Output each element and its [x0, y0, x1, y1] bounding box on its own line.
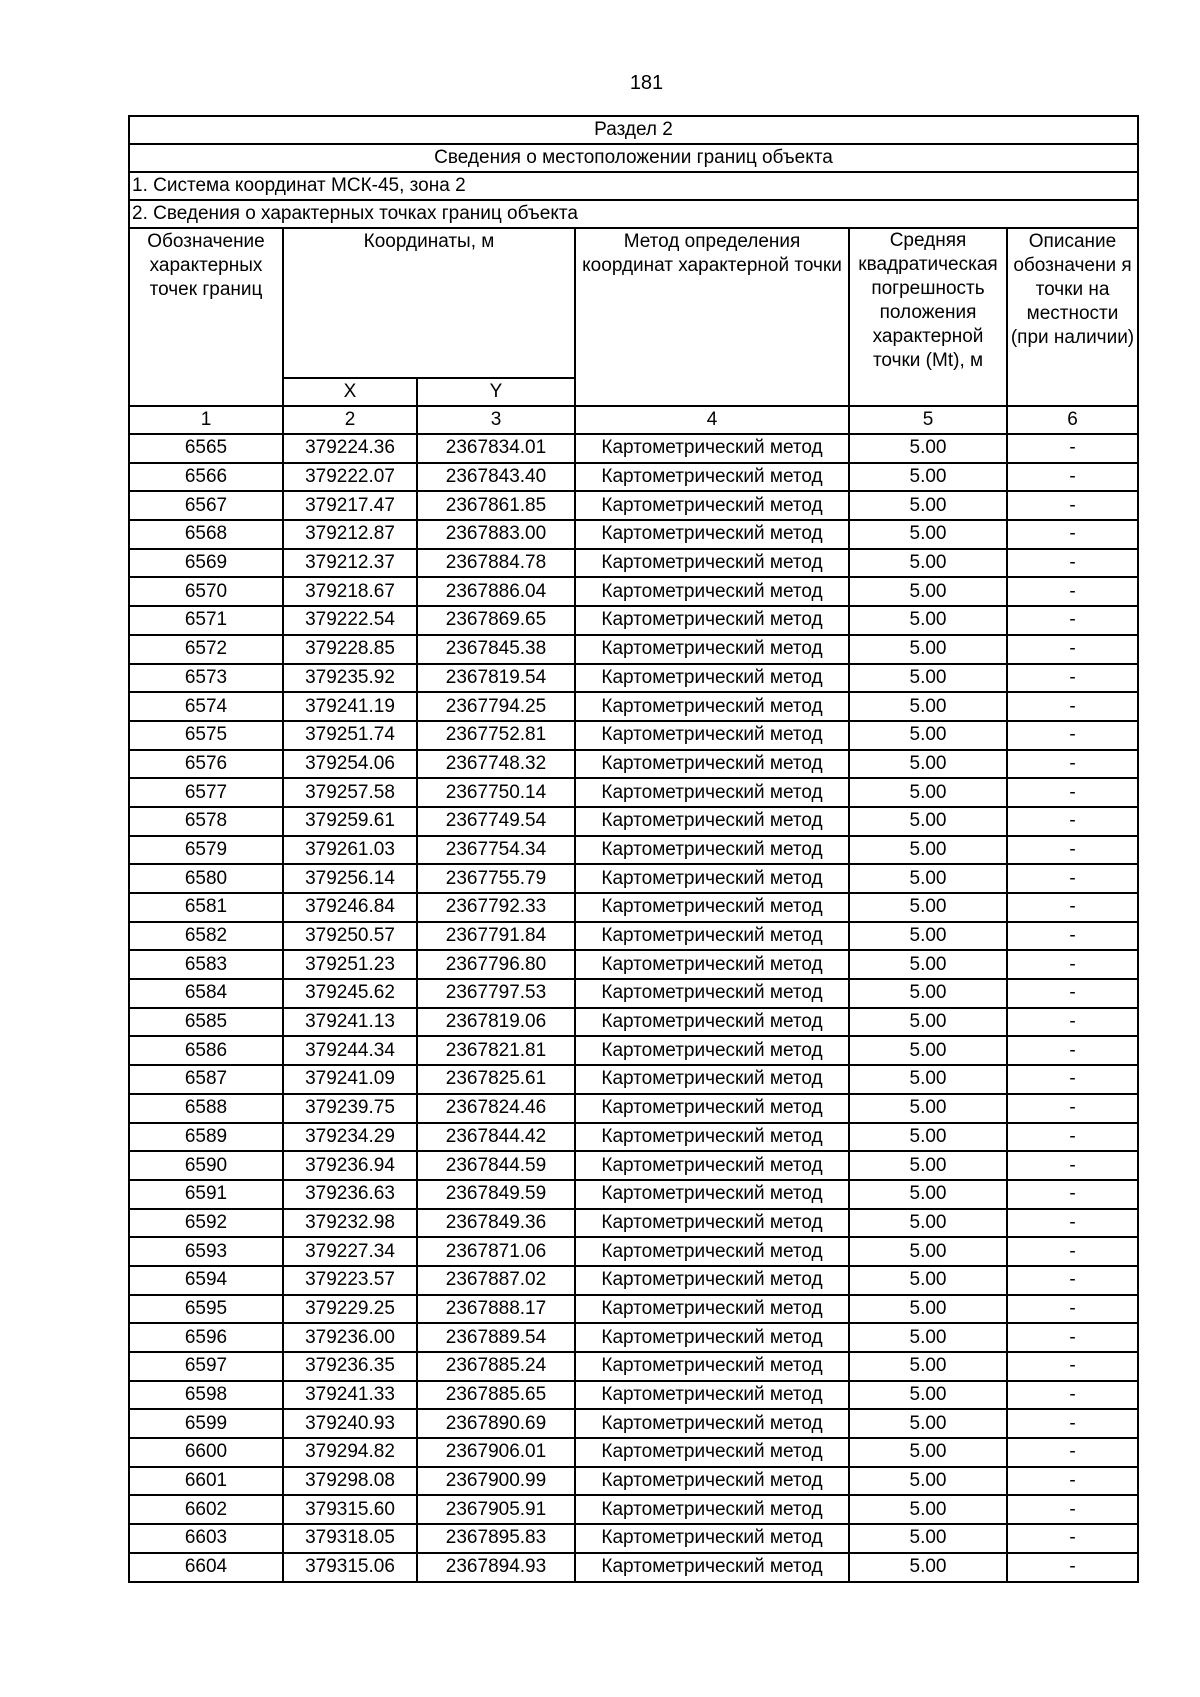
cell-method: Картометрический метод — [575, 1209, 849, 1238]
cell-point-id: 6572 — [129, 635, 283, 664]
cell-y: 2367819.54 — [417, 664, 575, 693]
cell-method: Картометрический метод — [575, 979, 849, 1008]
table-row — [129, 491, 1138, 520]
cell-accuracy: 5.00 — [849, 1180, 1007, 1209]
cell-point-id: 6598 — [129, 1381, 283, 1410]
cell-x: 379224.36 — [283, 434, 417, 463]
section-title: Раздел 2 — [129, 116, 1138, 144]
table-row — [129, 520, 1138, 549]
cell-point-id: 6592 — [129, 1209, 283, 1238]
cell-accuracy: 5.00 — [849, 520, 1007, 549]
cell-y: 2367900.99 — [417, 1467, 575, 1496]
table-row — [129, 1467, 1138, 1496]
cell-y: 2367861.85 — [417, 491, 575, 520]
cell-y: 2367884.78 — [417, 549, 575, 578]
cell-x: 379298.08 — [283, 1467, 417, 1496]
cell-x: 379234.29 — [283, 1123, 417, 1152]
cell-point-id: 6586 — [129, 1036, 283, 1065]
cell-accuracy: 5.00 — [849, 491, 1007, 520]
cell-description: - — [1007, 1409, 1138, 1438]
cell-description: - — [1007, 750, 1138, 779]
cell-method: Картометрический метод — [575, 864, 849, 893]
table-row — [129, 606, 1138, 635]
cell-accuracy: 5.00 — [849, 1524, 1007, 1553]
table-row — [129, 1180, 1138, 1209]
cell-method: Картометрический метод — [575, 1467, 849, 1496]
cell-x: 379315.06 — [283, 1553, 417, 1582]
cell-method: Картометрический метод — [575, 1237, 849, 1266]
cell-point-id: 6576 — [129, 750, 283, 779]
cell-point-id: 6589 — [129, 1123, 283, 1152]
cell-description: - — [1007, 1295, 1138, 1324]
header-description: Описание обозначени я точки на местности (при наличии) — [1007, 228, 1138, 406]
cell-point-id: 6585 — [129, 1008, 283, 1037]
cell-point-id: 6573 — [129, 664, 283, 693]
cell-accuracy: 5.00 — [849, 1409, 1007, 1438]
cell-x: 379315.60 — [283, 1495, 417, 1524]
table-row — [129, 1123, 1138, 1152]
cell-description: - — [1007, 1209, 1138, 1238]
cell-accuracy: 5.00 — [849, 577, 1007, 606]
cell-y: 2367849.59 — [417, 1180, 575, 1209]
cell-point-id: 6595 — [129, 1295, 283, 1324]
cell-accuracy: 5.00 — [849, 1381, 1007, 1410]
cell-description: - — [1007, 836, 1138, 865]
boundary-points-table — [128, 115, 1139, 1583]
table-row — [129, 750, 1138, 779]
cell-description: - — [1007, 893, 1138, 922]
cell-description: - — [1007, 1381, 1138, 1410]
cell-method: Картометрический метод — [575, 606, 849, 635]
cell-x: 379251.74 — [283, 721, 417, 750]
column-number: 4 — [575, 406, 849, 434]
table-row — [129, 979, 1138, 1008]
cell-description: - — [1007, 635, 1138, 664]
cell-description: - — [1007, 1036, 1138, 1065]
cell-accuracy: 5.00 — [849, 950, 1007, 979]
cell-y: 2367796.80 — [417, 950, 575, 979]
cell-accuracy: 5.00 — [849, 1237, 1007, 1266]
header-accuracy: Средняя квадратическая погрешность положения характерной точки (Mt), м — [849, 228, 1007, 406]
cell-description: - — [1007, 1123, 1138, 1152]
cell-description: - — [1007, 979, 1138, 1008]
cell-x: 379236.94 — [283, 1151, 417, 1180]
table-row — [129, 864, 1138, 893]
table-row — [129, 1036, 1138, 1065]
table-row — [129, 1008, 1138, 1037]
cell-description: - — [1007, 577, 1138, 606]
column-number: 1 — [129, 406, 283, 434]
cell-method: Картометрический метод — [575, 549, 849, 578]
cell-y: 2367886.04 — [417, 577, 575, 606]
cell-point-id: 6567 — [129, 491, 283, 520]
cell-method: Картометрический метод — [575, 807, 849, 836]
table-row — [129, 1409, 1138, 1438]
table-row — [129, 1524, 1138, 1553]
cell-y: 2367871.06 — [417, 1237, 575, 1266]
cell-x: 379241.13 — [283, 1008, 417, 1037]
cell-x: 379212.87 — [283, 520, 417, 549]
cell-accuracy: 5.00 — [849, 1266, 1007, 1295]
cell-y: 2367906.01 — [417, 1438, 575, 1467]
table-row — [129, 893, 1138, 922]
cell-point-id: 6580 — [129, 864, 283, 893]
cell-description: - — [1007, 1065, 1138, 1094]
table-row — [129, 1295, 1138, 1324]
table-row — [129, 807, 1138, 836]
cell-y: 2367749.54 — [417, 807, 575, 836]
table-row — [129, 922, 1138, 951]
cell-accuracy: 5.00 — [849, 1209, 1007, 1238]
table-row — [129, 549, 1138, 578]
cell-accuracy: 5.00 — [849, 1295, 1007, 1324]
cell-x: 379245.62 — [283, 979, 417, 1008]
cell-y: 2367885.24 — [417, 1352, 575, 1381]
cell-accuracy: 5.00 — [849, 549, 1007, 578]
cell-x: 379212.37 — [283, 549, 417, 578]
cell-accuracy: 5.00 — [849, 864, 1007, 893]
cell-point-id: 6578 — [129, 807, 283, 836]
cell-description: - — [1007, 1438, 1138, 1467]
cell-method: Картометрический метод — [575, 491, 849, 520]
coordinate-system: 1. Система координат МСК-45, зона 2 — [129, 172, 1138, 200]
cell-point-id: 6588 — [129, 1094, 283, 1123]
cell-x: 379256.14 — [283, 864, 417, 893]
header-x: X — [283, 378, 417, 406]
cell-accuracy: 5.00 — [849, 922, 1007, 951]
cell-y: 2367791.84 — [417, 922, 575, 951]
cell-y: 2367885.65 — [417, 1381, 575, 1410]
cell-method: Картометрический метод — [575, 1295, 849, 1324]
cell-x: 379223.57 — [283, 1266, 417, 1295]
column-number: 2 — [283, 406, 417, 434]
cell-accuracy: 5.00 — [849, 1008, 1007, 1037]
section-subtitle: Сведения о местоположении границ объекта — [129, 144, 1138, 172]
cell-description: - — [1007, 520, 1138, 549]
cell-accuracy: 5.00 — [849, 1553, 1007, 1582]
cell-point-id: 6575 — [129, 721, 283, 750]
cell-y: 2367889.54 — [417, 1323, 575, 1352]
cell-method: Картометрический метод — [575, 1008, 849, 1037]
cell-x: 379259.61 — [283, 807, 417, 836]
cell-accuracy: 5.00 — [849, 1094, 1007, 1123]
cell-accuracy: 5.00 — [849, 1467, 1007, 1496]
cell-method: Картометрический метод — [575, 922, 849, 951]
cell-y: 2367819.06 — [417, 1008, 575, 1037]
cell-description: - — [1007, 463, 1138, 492]
cell-point-id: 6582 — [129, 922, 283, 951]
cell-method: Картометрический метод — [575, 1352, 849, 1381]
cell-y: 2367890.69 — [417, 1409, 575, 1438]
cell-point-id: 6565 — [129, 434, 283, 463]
header-method: Метод определения координат характерной точки — [575, 228, 849, 406]
cell-description: - — [1007, 1237, 1138, 1266]
cell-method: Картометрический метод — [575, 1553, 849, 1582]
cell-point-id: 6571 — [129, 606, 283, 635]
table-row — [129, 1094, 1138, 1123]
cell-x: 379318.05 — [283, 1524, 417, 1553]
cell-y: 2367794.25 — [417, 692, 575, 721]
column-number: 5 — [849, 406, 1007, 434]
cell-description: - — [1007, 1495, 1138, 1524]
cell-point-id: 6574 — [129, 692, 283, 721]
cell-accuracy: 5.00 — [849, 1036, 1007, 1065]
cell-y: 2367797.53 — [417, 979, 575, 1008]
cell-accuracy: 5.00 — [849, 1323, 1007, 1352]
points-heading: 2. Сведения о характерных точках границ объекта — [129, 200, 1138, 228]
cell-point-id: 6577 — [129, 778, 283, 807]
cell-method: Картометрический метод — [575, 434, 849, 463]
cell-x: 379261.03 — [283, 836, 417, 865]
cell-method: Картометрический метод — [575, 893, 849, 922]
cell-accuracy: 5.00 — [849, 1151, 1007, 1180]
cell-point-id: 6604 — [129, 1553, 283, 1582]
cell-accuracy: 5.00 — [849, 606, 1007, 635]
cell-point-id: 6594 — [129, 1266, 283, 1295]
cell-description: - — [1007, 922, 1138, 951]
cell-accuracy: 5.00 — [849, 721, 1007, 750]
cell-y: 2367849.36 — [417, 1209, 575, 1238]
cell-y: 2367883.00 — [417, 520, 575, 549]
cell-description: - — [1007, 692, 1138, 721]
cell-description: - — [1007, 1553, 1138, 1582]
cell-method: Картометрический метод — [575, 1123, 849, 1152]
cell-x: 379294.82 — [283, 1438, 417, 1467]
cell-accuracy: 5.00 — [849, 979, 1007, 1008]
cell-method: Картометрический метод — [575, 721, 849, 750]
cell-method: Картометрический метод — [575, 1495, 849, 1524]
cell-y: 2367905.91 — [417, 1495, 575, 1524]
cell-point-id: 6583 — [129, 950, 283, 979]
cell-y: 2367894.93 — [417, 1553, 575, 1582]
cell-description: - — [1007, 1323, 1138, 1352]
cell-description: - — [1007, 864, 1138, 893]
table-row — [129, 1237, 1138, 1266]
cell-y: 2367895.83 — [417, 1524, 575, 1553]
cell-point-id: 6601 — [129, 1467, 283, 1496]
cell-x: 379241.09 — [283, 1065, 417, 1094]
cell-x: 379246.84 — [283, 893, 417, 922]
cell-point-id: 6590 — [129, 1151, 283, 1180]
table-row — [129, 1495, 1138, 1524]
table-row — [129, 434, 1138, 463]
cell-x: 379218.67 — [283, 577, 417, 606]
cell-method: Картометрический метод — [575, 1323, 849, 1352]
cell-x: 379222.07 — [283, 463, 417, 492]
cell-x: 379236.63 — [283, 1180, 417, 1209]
cell-accuracy: 5.00 — [849, 635, 1007, 664]
cell-point-id: 6596 — [129, 1323, 283, 1352]
table-row — [129, 664, 1138, 693]
cell-x: 379229.25 — [283, 1295, 417, 1324]
table-row — [129, 1151, 1138, 1180]
column-number: 6 — [1007, 406, 1138, 434]
cell-method: Картометрический метод — [575, 1180, 849, 1209]
cell-description: - — [1007, 1151, 1138, 1180]
table-row — [129, 1323, 1138, 1352]
table-row — [129, 836, 1138, 865]
cell-y: 2367869.65 — [417, 606, 575, 635]
cell-description: - — [1007, 606, 1138, 635]
cell-x: 379236.35 — [283, 1352, 417, 1381]
table-row — [129, 1438, 1138, 1467]
cell-method: Картометрический метод — [575, 577, 849, 606]
cell-x: 379217.47 — [283, 491, 417, 520]
cell-accuracy: 5.00 — [849, 1438, 1007, 1467]
cell-y: 2367887.02 — [417, 1266, 575, 1295]
cell-y: 2367844.42 — [417, 1123, 575, 1152]
cell-description: - — [1007, 1467, 1138, 1496]
table-row — [129, 1209, 1138, 1238]
cell-method: Картометрический метод — [575, 664, 849, 693]
header-coordinates: Координаты, м — [283, 228, 575, 378]
cell-method: Картометрический метод — [575, 1381, 849, 1410]
cell-y: 2367844.59 — [417, 1151, 575, 1180]
cell-method: Картометрический метод — [575, 1409, 849, 1438]
cell-x: 379244.34 — [283, 1036, 417, 1065]
cell-description: - — [1007, 664, 1138, 693]
cell-x: 379241.33 — [283, 1381, 417, 1410]
cell-point-id: 6603 — [129, 1524, 283, 1553]
cell-point-id: 6569 — [129, 549, 283, 578]
cell-y: 2367792.33 — [417, 893, 575, 922]
column-number: 3 — [417, 406, 575, 434]
cell-accuracy: 5.00 — [849, 750, 1007, 779]
table-row — [129, 1352, 1138, 1381]
cell-method: Картометрический метод — [575, 692, 849, 721]
cell-method: Картометрический метод — [575, 778, 849, 807]
cell-point-id: 6581 — [129, 893, 283, 922]
cell-point-id: 6600 — [129, 1438, 283, 1467]
cell-method: Картометрический метод — [575, 635, 849, 664]
cell-point-id: 6602 — [129, 1495, 283, 1524]
cell-y: 2367834.01 — [417, 434, 575, 463]
cell-point-id: 6591 — [129, 1180, 283, 1209]
cell-x: 379235.92 — [283, 664, 417, 693]
table-row — [129, 1553, 1138, 1582]
cell-accuracy: 5.00 — [849, 463, 1007, 492]
cell-y: 2367824.46 — [417, 1094, 575, 1123]
header-designation: Обозначение характерных точек границ — [129, 228, 283, 406]
table-row — [129, 778, 1138, 807]
cell-accuracy: 5.00 — [849, 1123, 1007, 1152]
cell-accuracy: 5.00 — [849, 434, 1007, 463]
cell-x: 379257.58 — [283, 778, 417, 807]
table-row — [129, 950, 1138, 979]
cell-method: Картометрический метод — [575, 750, 849, 779]
cell-y: 2367888.17 — [417, 1295, 575, 1324]
cell-description: - — [1007, 1180, 1138, 1209]
page-number: 181 — [629, 72, 664, 94]
cell-x: 379227.34 — [283, 1237, 417, 1266]
cell-point-id: 6597 — [129, 1352, 283, 1381]
cell-point-id: 6568 — [129, 520, 283, 549]
cell-accuracy: 5.00 — [849, 893, 1007, 922]
cell-method: Картометрический метод — [575, 1151, 849, 1180]
cell-y: 2367755.79 — [417, 864, 575, 893]
cell-point-id: 6570 — [129, 577, 283, 606]
table-row — [129, 1266, 1138, 1295]
cell-accuracy: 5.00 — [849, 807, 1007, 836]
cell-y: 2367843.40 — [417, 463, 575, 492]
cell-x: 379241.19 — [283, 692, 417, 721]
cell-description: - — [1007, 1352, 1138, 1381]
cell-x: 379254.06 — [283, 750, 417, 779]
cell-point-id: 6566 — [129, 463, 283, 492]
cell-method: Картометрический метод — [575, 463, 849, 492]
cell-description: - — [1007, 721, 1138, 750]
cell-point-id: 6599 — [129, 1409, 283, 1438]
cell-description: - — [1007, 1008, 1138, 1037]
cell-point-id: 6593 — [129, 1237, 283, 1266]
cell-description: - — [1007, 1524, 1138, 1553]
cell-y: 2367845.38 — [417, 635, 575, 664]
cell-method: Картометрический метод — [575, 1524, 849, 1553]
table-row — [129, 577, 1138, 606]
cell-accuracy: 5.00 — [849, 1352, 1007, 1381]
cell-description: - — [1007, 491, 1138, 520]
cell-x: 379240.93 — [283, 1409, 417, 1438]
table-row — [129, 635, 1138, 664]
cell-description: - — [1007, 778, 1138, 807]
cell-x: 379250.57 — [283, 922, 417, 951]
cell-accuracy: 5.00 — [849, 692, 1007, 721]
cell-accuracy: 5.00 — [849, 664, 1007, 693]
cell-method: Картометрический метод — [575, 520, 849, 549]
cell-description: - — [1007, 1094, 1138, 1123]
cell-accuracy: 5.00 — [849, 1065, 1007, 1094]
table-row — [129, 1381, 1138, 1410]
cell-y: 2367754.34 — [417, 836, 575, 865]
cell-x: 379222.54 — [283, 606, 417, 635]
cell-method: Картометрический метод — [575, 1065, 849, 1094]
cell-description: - — [1007, 549, 1138, 578]
table-row — [129, 1065, 1138, 1094]
cell-y: 2367821.81 — [417, 1036, 575, 1065]
table-row — [129, 692, 1138, 721]
cell-x: 379251.23 — [283, 950, 417, 979]
cell-x: 379228.85 — [283, 635, 417, 664]
cell-method: Картометрический метод — [575, 836, 849, 865]
cell-y: 2367825.61 — [417, 1065, 575, 1094]
table-row — [129, 721, 1138, 750]
cell-y: 2367750.14 — [417, 778, 575, 807]
cell-y: 2367752.81 — [417, 721, 575, 750]
cell-description: - — [1007, 434, 1138, 463]
cell-y: 2367748.32 — [417, 750, 575, 779]
cell-method: Картометрический метод — [575, 1094, 849, 1123]
cell-point-id: 6584 — [129, 979, 283, 1008]
cell-accuracy: 5.00 — [849, 1495, 1007, 1524]
table-row — [129, 463, 1138, 492]
cell-description: - — [1007, 1266, 1138, 1295]
cell-accuracy: 5.00 — [849, 836, 1007, 865]
cell-accuracy: 5.00 — [849, 778, 1007, 807]
cell-description: - — [1007, 950, 1138, 979]
cell-description: - — [1007, 807, 1138, 836]
cell-x: 379239.75 — [283, 1094, 417, 1123]
header-y: Y — [417, 378, 575, 406]
cell-method: Картометрический метод — [575, 1266, 849, 1295]
cell-method: Картометрический метод — [575, 1438, 849, 1467]
cell-point-id: 6587 — [129, 1065, 283, 1094]
cell-point-id: 6579 — [129, 836, 283, 865]
cell-x: 379236.00 — [283, 1323, 417, 1352]
cell-method: Картометрический метод — [575, 950, 849, 979]
cell-method: Картометрический метод — [575, 1036, 849, 1065]
cell-x: 379232.98 — [283, 1209, 417, 1238]
